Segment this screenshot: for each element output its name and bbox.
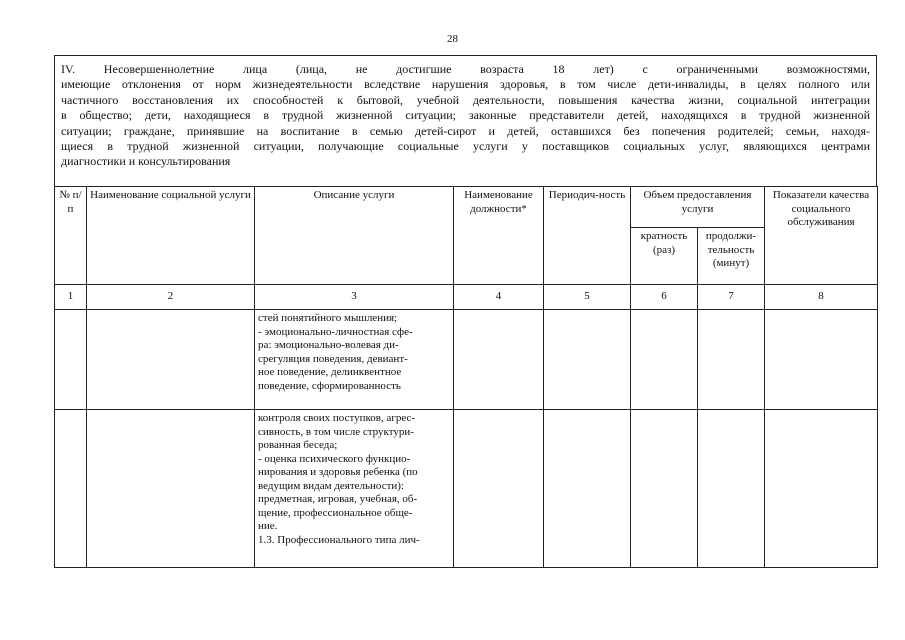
header-description: Описание услуги <box>255 187 454 285</box>
section-header-line: IV. Несовершеннолетние лица (лица, не достигшие возраста 18 лет) с ограниченными возможностями, <box>61 62 870 76</box>
description-line: ное поведение, делинквентное <box>258 366 402 378</box>
header-position: Наименование должности* <box>454 187 544 285</box>
header-number: № п/п <box>55 187 87 285</box>
header-quality: Показатели качества социального обслуживания <box>765 187 878 285</box>
section-header-line: диагностики и консультирования <box>61 154 231 169</box>
row-duration-cell <box>698 310 765 410</box>
section-header-line: ситуации; граждане, принявшие на воспитание в семью детей-сирот и детей, оставшихся без попечения родителей; семьи, находя- <box>61 123 870 138</box>
row-frequency-cell <box>631 310 698 410</box>
description-line: 1.3. Профессионального типа лич- <box>258 533 420 546</box>
row-periodicity-cell <box>544 310 631 410</box>
table-row <box>55 410 878 568</box>
row-position-cell <box>454 310 544 410</box>
description-line: нирования и здоровья ребенка (по <box>258 466 418 478</box>
row-periodicity-cell <box>544 410 631 568</box>
row-duration-cell <box>698 410 765 568</box>
section-header-line: частичного восстановления их способностей к бытовой, учебной деятельности, повышения качества жизни, социальной интеграции <box>61 92 870 107</box>
column-number: 7 <box>698 285 765 310</box>
header-duration: продолжи-тельность (минут) <box>698 228 765 285</box>
column-number: 1 <box>55 285 87 310</box>
description-line: ние. <box>258 520 278 532</box>
description-line: - оценка психического функцио- <box>258 452 411 465</box>
column-number: 6 <box>631 285 698 310</box>
description-line: контроля своих поступков, агрес- <box>258 412 416 424</box>
row-quality-cell <box>765 410 878 568</box>
table-row <box>55 310 878 410</box>
description-line: ведущим видам деятельности): <box>258 479 404 492</box>
description-line: рованная беседа; <box>258 439 338 451</box>
header-frequency: кратность (раз) <box>631 228 698 285</box>
header-volume-group: Объем предоставления услуги <box>631 187 765 228</box>
services-table <box>54 186 878 568</box>
description-line: стей понятийного мышления; <box>258 312 398 324</box>
row-frequency-cell <box>631 410 698 568</box>
header-periodicity: Периодич-ность <box>544 187 631 285</box>
row-number-cell <box>55 310 87 410</box>
row-number-cell <box>55 410 87 568</box>
column-number: 8 <box>765 285 878 310</box>
column-number: 4 <box>454 285 544 310</box>
row-position-cell <box>454 410 544 568</box>
description-line: - эмоционально-личностная сфе- <box>258 325 413 338</box>
row-service-cell <box>87 310 255 410</box>
row-quality-cell <box>765 310 878 410</box>
column-number: 2 <box>87 285 255 310</box>
description-line: сивность, в том числе структури- <box>258 425 414 438</box>
column-number: 5 <box>544 285 631 310</box>
description-line: предметная, игровая, учебная, об- <box>258 493 418 505</box>
row-service-cell <box>87 410 255 568</box>
section-header-line: щиеся в трудной жизненной ситуации, получающие социальные услуги у поставщиков социальных услуг, являющихся центрами <box>61 139 870 154</box>
section-header <box>54 55 877 186</box>
description-line: поведение, сформированность <box>258 379 401 392</box>
header-service-name: Наименование социальной услуги <box>87 187 255 285</box>
row-description-cell <box>255 310 454 410</box>
row-description-cell <box>255 410 454 568</box>
section-header-line: имеющие отклонения от норм жизнедеятельности вследствие нарушения здоровья, в том числе дети-инвалиды, в целях полного или <box>61 77 870 92</box>
column-number: 3 <box>255 285 454 310</box>
page-number: 28 <box>447 33 458 45</box>
section-header-line: в общество; дети, находящиеся в трудной жизненной ситуации; законные представители детей, находящихся в трудной жизненной <box>61 108 870 123</box>
description-line: срегуляция поведения, девиант- <box>258 352 408 365</box>
description-line: щение, профессиональное обще- <box>258 506 413 519</box>
description-line: ра: эмоционально-волевая ди- <box>258 339 399 351</box>
